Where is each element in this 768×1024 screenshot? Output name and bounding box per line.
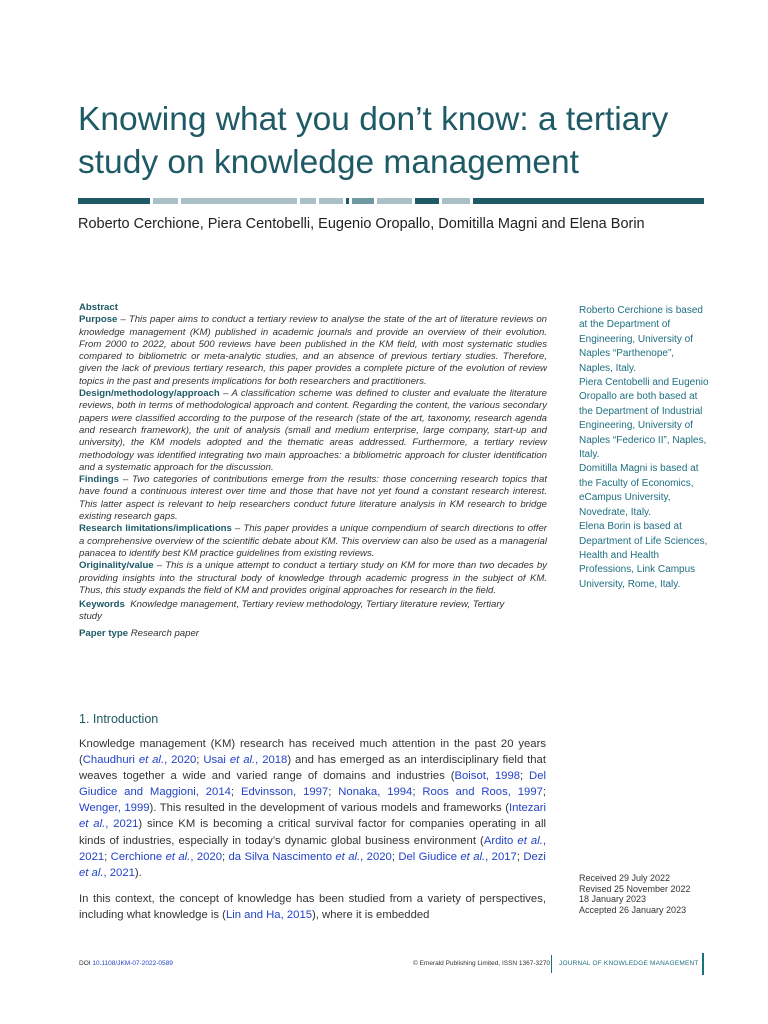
footer-divider bbox=[702, 953, 704, 975]
text-run: ) since KM is becoming a critical survival factor for companies operating in all kinds of industries, especially in today’s dynamic global business environment ( bbox=[79, 818, 546, 847]
abstract-originality: Originality/value – This is a unique attempt to conduct a tertiary study on KM for more than two decades by providing insights into the structural body of knowledge through academic progress in the subject of KM. Thus, this study expands the field of KM and provides original approaches for research in the field. bbox=[79, 560, 547, 596]
page-footer bbox=[79, 955, 704, 975]
text-run: ; bbox=[104, 850, 111, 863]
citation-link[interactable]: Wenger, 1999 bbox=[79, 802, 150, 815]
text-run: ; bbox=[230, 786, 241, 799]
citation-link[interactable]: Nonaka, 1994 bbox=[338, 786, 413, 799]
abstract-purpose: Purpose – This paper aims to conduct a tertiary review to analyse the state of the art of literature reviews on knowledge management (KM) published in academic journals and provide an overview of their evolution. From 2000 to 2022, about 500 reviews have been published in the KM field, with most systematic studies compared to bibliometric or meta-analytic studies, and an absence of previous tertiary studies. Therefore, given the lack of previous tertiary research, this paper provides a complete picture of the evolution of review topics in the past and presents implications for both researchers and practitioners. bbox=[79, 314, 547, 387]
footer-divider bbox=[551, 955, 552, 973]
doi-link[interactable]: 10.1108/JKM-07-2022-0589 bbox=[92, 960, 173, 967]
text-run: ; bbox=[391, 850, 399, 863]
citation-link[interactable]: Dezi et al., 2021 bbox=[79, 850, 546, 879]
author-list: Roberto Cerchione, Piera Centobelli, Eugenio Oropallo, Domitilla Magni and Elena Borin bbox=[78, 216, 645, 232]
author-affiliations bbox=[579, 304, 709, 592]
doi: DOI 10.1108/JKM-07-2022-0589 bbox=[79, 960, 173, 967]
citation-link[interactable]: Del Giudice and Maggioni, 2014 bbox=[79, 770, 546, 799]
paragraph bbox=[79, 891, 546, 923]
abstract-paper-type: Paper type Research paper bbox=[79, 627, 199, 639]
body-text bbox=[79, 736, 546, 933]
citation-link[interactable]: Del Giudice et al., 2017 bbox=[398, 850, 517, 863]
citation-link[interactable]: Intezari et al., 2021 bbox=[79, 802, 546, 831]
paragraph bbox=[79, 736, 546, 881]
accepted-date: Accepted 26 January 2023 bbox=[579, 904, 687, 915]
affiliation: Elena Borin is based at Department of Life Sciences, Health and Health Professions, Link Campus University, Rome, Italy. bbox=[579, 521, 708, 590]
journal-name: JOURNAL OF KNOWLEDGE MANAGEMENT bbox=[559, 960, 699, 967]
text-run: ) and has emerged as an interdisciplinary field that weaves together a wide and varied range of domains and industries ( bbox=[79, 754, 546, 783]
citation-link[interactable]: Edvinsson, 1997 bbox=[240, 786, 329, 799]
text-run: ; bbox=[516, 850, 524, 863]
affiliation: Roberto Cerchione is based at the Department of Engineering, University of Naples “Parthenope”, Naples, Italy. bbox=[579, 305, 703, 374]
article-title: Knowing what you don’t know: a tertiary study on knowledge management bbox=[78, 101, 669, 181]
publisher-line: © Emerald Publishing Limited, ISSN 1367-3270 bbox=[412, 960, 550, 967]
citation-link[interactable]: da Silva Nascimento et al., 2020 bbox=[228, 850, 392, 863]
section-heading: 1. Introduction bbox=[79, 712, 159, 726]
text-run: ; bbox=[196, 754, 204, 767]
article-history bbox=[579, 873, 719, 915]
citation-link[interactable]: Chaudhuri et al., 2020 bbox=[82, 754, 197, 767]
text-run: ), where it is embedded bbox=[312, 908, 430, 921]
title-rule bbox=[78, 198, 704, 204]
abstract bbox=[79, 302, 547, 640]
text-run: ). bbox=[134, 866, 142, 879]
citation-link[interactable]: Boisot, 1998 bbox=[454, 770, 521, 783]
abstract-limitations: Research limitations/implications – This paper provides a unique compendium of search directions to offer a comprehensive overview of the scientific debate about KM. This overview can also be used as a managerial panacea to identify best KM practice guidelines from existing reviews. bbox=[79, 523, 547, 559]
citation-link[interactable]: Usai et al., 2018 bbox=[203, 754, 288, 767]
citation-link[interactable]: Roos and Roos, 1997 bbox=[422, 786, 543, 799]
abstract-keywords: Keywords Knowledge management, Tertiary review methodology, Tertiary literature review, Tertiary study bbox=[79, 599, 505, 623]
abstract-heading: Abstract bbox=[79, 302, 118, 313]
citation-link[interactable]: Ardito et al., 2021 bbox=[79, 834, 546, 863]
revised-date-2: 18 January 2023 bbox=[579, 894, 647, 905]
text-run: ; bbox=[520, 770, 530, 783]
text-run: ; bbox=[328, 786, 339, 799]
text-run: Knowledge management (KM) research has received much attention in the past 20 years ( bbox=[79, 738, 546, 767]
affiliation: Domitilla Magni is based at the Faculty of Economics, eCampus University, Novedrate, Italy. bbox=[579, 463, 699, 518]
abstract-design: Design/methodology/approach – A classification scheme was defined to cluster and evaluate the literature reviews, both in terms of methodological approach and content. Regarding the content, the various secondary papers were classified according to the purpose of the research (state of the art, taxonomy, research agenda and research framework), the unit of analysis (small and medium enterprise, large company, start-up and university), the KM models adopted and the thematic areas addressed. Furthermore, a tertiary review methodology was identified integrating two main approaches: a bibliometric approach for cluster identification and a systematic approach for the discussion. bbox=[79, 388, 547, 473]
text-run: ; bbox=[412, 786, 423, 799]
text-run: ; bbox=[221, 850, 229, 863]
received-date: Received 29 July 2022 bbox=[579, 873, 671, 883]
abstract-findings: Findings – Two categories of contributions emerge from the results: those concerning research topics that have found a continuous interest over time and those that have not yet found a constant research interest. This latter aspect is relevant to help researchers conduct future literature analysis in KM research to bridge existing research gaps. bbox=[79, 474, 547, 523]
revised-date: Revised 25 November 2022 bbox=[579, 883, 691, 894]
text-run: In this context, the concept of knowledge has been studied from a variety of perspectives, including what knowledge is ( bbox=[79, 892, 546, 921]
affiliation: Piera Centobelli and Eugenio Oropallo are both based at the Department of Industrial Engineering, University of Naples “Federico II”, Naples, Italy. bbox=[579, 377, 709, 461]
text-run: ). This resulted in the development of various models and frameworks ( bbox=[149, 802, 509, 815]
citation-link[interactable]: Lin and Ha, 2015 bbox=[225, 908, 313, 921]
citation-link[interactable]: Cerchione et al., 2020 bbox=[110, 850, 222, 863]
text-run: ; bbox=[542, 786, 547, 799]
